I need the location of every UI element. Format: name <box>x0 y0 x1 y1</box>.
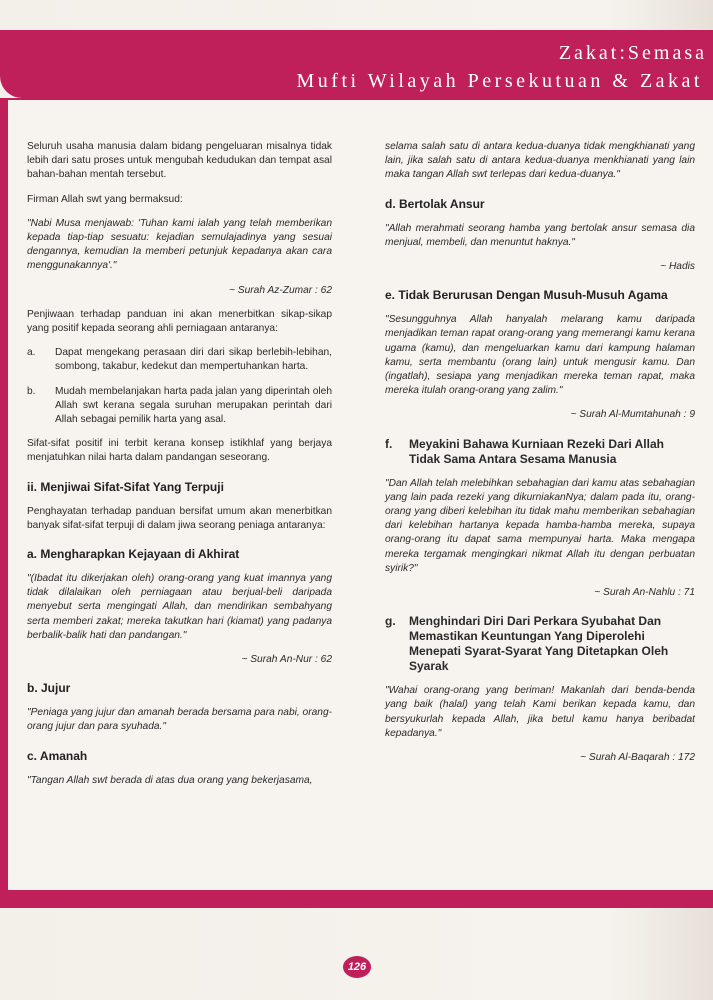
section-heading: b. Jujur <box>27 681 71 696</box>
list-text: Mudah membelanjakan harta pada jalan yang diperintah oleh Allah swt kerana segala suruhan merupakan perintah dari Allah sebagai pemilik harta yang asal. <box>55 385 332 426</box>
paragraph: Sifat-sifat positif ini terbit kerana konsep istikhlaf yang berjaya menjatuhkan nilai harta dalam pandangan seseorang. <box>27 438 332 464</box>
source: ~ Surah Al-Baqarah : 172 <box>580 752 695 764</box>
heading-text: Meyakini Bahawa Kurniaan Rezeki Dari Allah Tidak Sama Antara Sesama Manusia <box>409 436 664 466</box>
header-subtitle: Mufti Wilayah Persekutuan & Zakat <box>296 70 703 92</box>
list-item <box>27 385 332 428</box>
section-heading: c. Amanah <box>27 748 88 763</box>
paragraph: Penghayatan terhadap panduan bersifat umum akan menerbitkan banyak sifat-sifat terpuji di dalam jiwa seorang peniaga antaranya: <box>27 505 332 531</box>
source: ~ Surah Al-Mumtahunah : 9 <box>570 409 695 421</box>
source: ~ Hadis <box>660 261 695 273</box>
list-item <box>27 346 332 374</box>
paragraph: Seluruh usaha manusia dalam bidang pengeluaran misalnya tidak lebih dari satu proses untuk mengubah kedudukan dan tempat asal bahan-bahan mentah tersebut. <box>27 141 332 181</box>
quote: "Nabi Musa menjawab: 'Tuhan kami ialah yang telah memberikan kepada tiap-tiap sesuatu: kejadian semulajadinya yang sesuai dengannya, kemudian Ia memberi petunjuk kepadanya akan cara menggunakannya'." <box>27 217 332 272</box>
quote: "Dan Allah telah melebihkan sebahagian dari kamu atas sebahagian yang lain pada rezeki yang dikurniakanNya; dalam pada itu, orang-orang yang diberi kelebihan itu tidak mahu memberikan sebahagian dari kelebihan hartanya kepada hamba-hamba mereka, supaya orang-orang itu dapat sama mempunyai harta. Maka mengapa mereka tergamak mengingkari nikmat Allah itu dengan perbuatan syirik?" <box>385 477 695 574</box>
paragraph: Penjiwaan terhadap panduan ini akan menerbitkan sikap-sikap yang positif kepada seorang ahli perniagaan antaranya: <box>27 308 332 335</box>
quote: selama salah satu di antara kedua-duanya tidak mengkhianati yang lain, jika salah satu di antara kedua-duanya menkhianati yang lain maka tangan Allah swt terlepas dari kedua-duanya." <box>385 141 695 181</box>
list-marker: a. <box>27 347 36 359</box>
source: ~ Surah Az-Zumar : 62 <box>229 284 332 296</box>
page-number: 126 <box>343 956 371 978</box>
heading-marker: f. <box>385 436 393 451</box>
section-heading: a. Mengharapkan Kejayaan di Akhirat <box>27 547 240 562</box>
source: ~ Surah An-Nur : 62 <box>241 654 332 666</box>
section-heading <box>385 614 695 674</box>
quote: "Wahai orang-orang yang beriman! Makanlah dari benda-benda yang baik (halal) yang telah Kami berikan kepada kamu, dan bersyukurlah kepada Allah, jika betul kamu hanya beribadat kepadanya." <box>385 685 695 739</box>
header-banner <box>0 30 713 98</box>
quote: "Sesungguhnya Allah hanyalah melarang kamu daripada menjadikan teman rapat orang-orang yang memerangi kamu kerana ugama (kamu), dan mengeluarkan kamu dari kampung halaman kamu, serta membantu (orang lain) untuk mengusir kamu. Dan (ingatlah), sesiapa yang menjadikan mereka teman rapat, maka mereka itulah orang-orang yang zalim." <box>385 314 695 397</box>
section-heading: ii. Menjiwai Sifat-Sifat Yang Terpuji <box>27 479 224 494</box>
source: ~ Surah An-Nahlu : 71 <box>594 587 695 599</box>
heading-text: Menghindari Diri Dari Perkara Syubahat Dan Memastikan Keuntungan Yang Diperolehi Menepati Syarat-Syarat Yang Ditetapkan Oleh Syarak <box>409 614 669 674</box>
quote: "Peniaga yang jujur dan amanah berada bersama para nabi, orang-orang jujur dan para syuhada." <box>27 707 332 733</box>
left-column <box>27 140 332 798</box>
header-title: Zakat:Semasa <box>558 42 707 64</box>
list-text: Dapat mengekang perasaan diri dari sikap berlebih-lebihan, sombong, takabur, kedekut dan mempertuhankan harta. <box>55 347 332 373</box>
section-heading: e. Tidak Berurusan Dengan Musuh-Musuh Agama <box>385 288 668 303</box>
paragraph: Firman Allah swt yang bermaksud: <box>27 193 183 205</box>
section-heading <box>385 437 695 467</box>
section-heading: d. Bertolak Ansur <box>385 196 485 211</box>
quote: "(Ibadat itu dikerjakan oleh) orang-orang yang kuat imannya yang tidak dilalaikan oleh perniagaan atau berjual-beli daripada menyebut serta mengingati Allah, dan mendirikan sembahyang serta memberi zakat; mereka takutkan hari (kiamat) yang padanya berbalik-balik hati dan pandangan." <box>27 573 332 641</box>
list-marker: b. <box>27 385 36 397</box>
right-column <box>385 140 695 775</box>
heading-marker: g. <box>385 614 396 629</box>
quote: "Tangan Allah swt berada di atas dua orang yang bekerjasama, <box>27 774 313 786</box>
quote: "Allah merahmati seorang hamba yang bertolak ansur semasa dia menjual, membeli, dan menuntut haknya." <box>385 222 695 248</box>
